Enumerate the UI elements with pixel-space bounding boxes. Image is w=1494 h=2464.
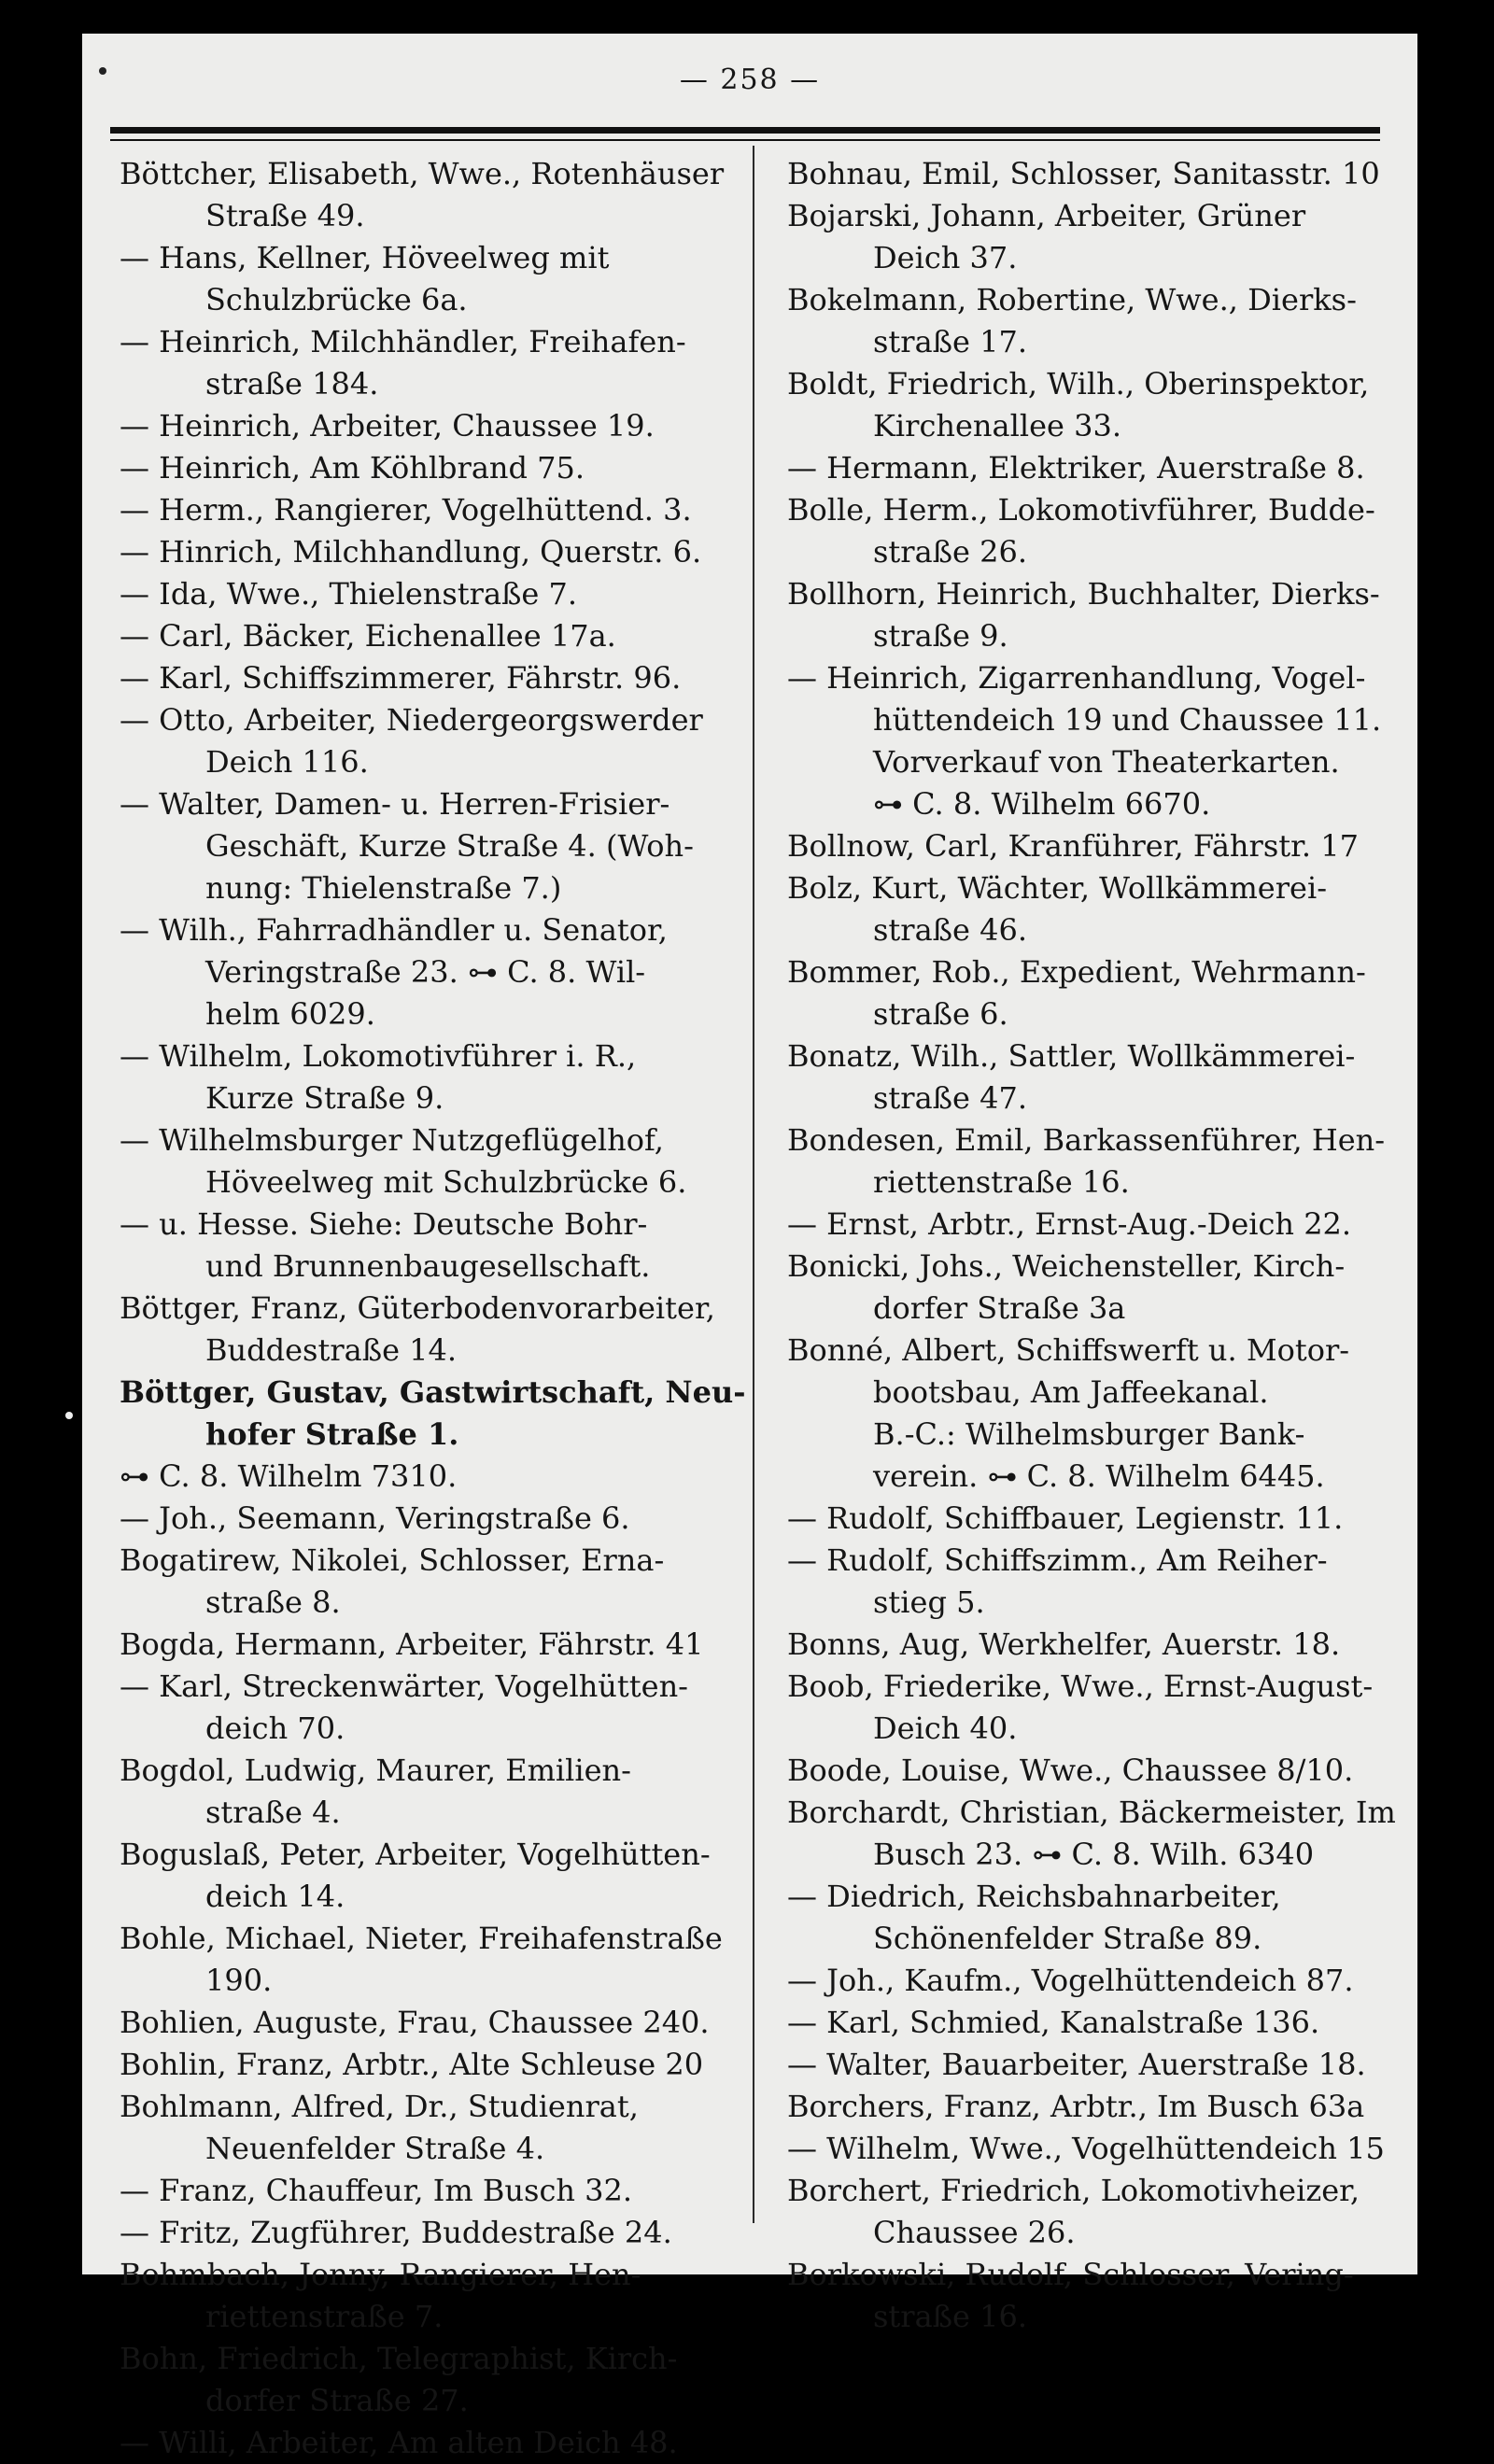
- entry-continuation: straße 47.: [873, 1080, 1028, 1116]
- directory-entry: [120, 2086, 717, 2170]
- directory-entry: [120, 1119, 717, 1204]
- entry-line: — Walter, Bauarbeiter, Auerstraße 18.: [787, 2047, 1366, 2082]
- header-rule: [110, 127, 1380, 134]
- entry-line: — Carl, Bäcker, Eichenallee 17a.: [120, 618, 616, 654]
- entry-line: Bohlin, Franz, Arbtr., Alte Schleuse 20: [120, 2047, 704, 2082]
- entry-line: Bogdol, Ludwig, Maurer, Emilien-: [120, 1753, 631, 1788]
- directory-entry: [120, 2212, 717, 2254]
- directory-entry: [787, 867, 1385, 951]
- entry-line: — Karl, Streckenwärter, Vogelhütten-: [120, 1668, 688, 1704]
- directory-entry: [120, 1288, 717, 1372]
- entry-continuation: Schönenfelder Straße 89.: [873, 1921, 1262, 1956]
- entry-line: Boldt, Friedrich, Wilh., Oberinspektor,: [787, 366, 1370, 401]
- directory-entry: [787, 2254, 1385, 2338]
- entry-line: Bohnau, Emil, Schlosser, Sanitasstr. 10: [787, 156, 1380, 191]
- entry-line: Borkowski, Rudolf, Schlosser, Vering-: [787, 2257, 1354, 2292]
- entry-continuation: straße 6.: [873, 996, 1008, 1032]
- directory-entry: [787, 2086, 1385, 2128]
- entry-line: Bonatz, Wilh., Sattler, Wollkämmerei-: [787, 1038, 1356, 1074]
- directory-entry: [787, 1960, 1385, 2002]
- entry-line: ⊶ C. 8. Wilhelm 7310.: [120, 1458, 458, 1494]
- entry-continuation: straße 46.: [873, 912, 1028, 948]
- directory-entry: [787, 573, 1385, 657]
- directory-entry: [120, 2044, 717, 2086]
- entry-line: Böttger, Gustav, Gastwirtschaft, Neu-: [120, 1374, 746, 1410]
- entry-line: — Wilhelm, Lokomotivführer i. R.,: [120, 1038, 637, 1074]
- directory-entry: [787, 1204, 1385, 1246]
- entry-line: Borchers, Franz, Arbtr., Im Busch 63a: [787, 2089, 1365, 2124]
- directory-entry: [120, 237, 717, 321]
- directory-entry: [120, 1456, 717, 1498]
- entry-line: — Karl, Schiffszimmerer, Fährstr. 96.: [120, 660, 682, 696]
- entry-continuation: Höveelweg mit Schulzbrücke 6.: [205, 1164, 687, 1200]
- entry-line: Bollhorn, Heinrich, Buchhalter, Dierks-: [787, 576, 1380, 612]
- directory-entry: [120, 405, 717, 447]
- directory-entry: [120, 573, 717, 615]
- entry-line: — Heinrich, Zigarrenhandlung, Vogel-: [787, 660, 1366, 696]
- directory-entry: [787, 1540, 1385, 1624]
- entry-line: — Fritz, Zugführer, Buddestraße 24.: [120, 2215, 672, 2250]
- entry-line: Bojarski, Johann, Arbeiter, Grüner: [787, 198, 1306, 233]
- entry-line: — Hans, Kellner, Höveelweg mit: [120, 240, 610, 275]
- directory-entry: [120, 153, 725, 237]
- entry-line: — Heinrich, Arbeiter, Chaussee 19.: [120, 408, 655, 444]
- entry-continuation: Geschäft, Kurze Straße 4. (Woh-: [205, 828, 694, 864]
- directory-entry: [787, 447, 1385, 489]
- directory-entry: [120, 1540, 717, 1624]
- directory-entry: [120, 2170, 717, 2212]
- directory-entry: [787, 1876, 1385, 1960]
- entry-line: — Franz, Chauffeur, Im Busch 32.: [120, 2173, 633, 2208]
- entry-line: — Heinrich, Am Köhlbrand 75.: [120, 450, 585, 486]
- entry-continuation: Kirchenallee 33.: [873, 408, 1121, 444]
- directory-entry: [120, 489, 717, 531]
- entry-continuation: deich 70.: [205, 1711, 345, 1746]
- entry-line: — Hermann, Elektriker, Auerstraße 8.: [787, 450, 1365, 486]
- entry-continuation: straße 8.: [205, 1584, 341, 1620]
- directory-entry: [120, 1035, 717, 1119]
- entry-line: — Joh., Seemann, Veringstraße 6.: [120, 1500, 630, 1536]
- directory-entry: [120, 615, 717, 657]
- column-divider: [753, 146, 754, 2223]
- left-column: [120, 153, 746, 2464]
- entry-continuation: und Brunnenbaugesellschaft.: [205, 1248, 651, 1284]
- entry-continuation: straße 16.: [873, 2299, 1028, 2334]
- entry-line: — Wilh., Fahrradhändler u. Senator,: [120, 912, 668, 948]
- directory-entry: [120, 447, 717, 489]
- directory-entry: [787, 2002, 1385, 2044]
- directory-entry: [120, 531, 717, 573]
- right-column: [787, 153, 1396, 2338]
- entry-line: Böttger, Franz, Güterbodenvorarbeiter,: [120, 1290, 715, 1326]
- entry-line: — Herm., Rangierer, Vogelhüttend. 3.: [120, 492, 692, 528]
- directory-entry: [120, 2254, 717, 2338]
- entry-line: Boguslaß, Peter, Arbeiter, Vogelhütten-: [120, 1837, 711, 1872]
- ink-speck: [65, 1412, 73, 1419]
- directory-entry: [787, 657, 1385, 825]
- entry-line: — Wilhelm, Wwe., Vogelhüttendeich 15: [787, 2131, 1385, 2166]
- entry-continuation: verein. ⊶ C. 8. Wilhelm 6445.: [873, 1458, 1325, 1494]
- entry-continuation: straße 17.: [873, 324, 1028, 359]
- entry-line: — Otto, Arbeiter, Niedergeorgswerder: [120, 702, 703, 738]
- entry-line: Bolz, Kurt, Wächter, Wollkämmerei-: [787, 870, 1327, 906]
- entry-continuation: deich 14.: [205, 1879, 345, 1914]
- entry-continuation: Buddestraße 14.: [205, 1332, 458, 1368]
- directory-entry: [787, 363, 1385, 447]
- entry-continuation: ⊶ C. 8. Wilhelm 6670.: [873, 786, 1211, 822]
- entry-line: — u. Hesse. Siehe: Deutsche Bohr-: [120, 1206, 648, 1242]
- entry-continuation: B.-C.: Wilhelmsburger Bank-: [873, 1416, 1305, 1452]
- directory-entry: [120, 783, 717, 909]
- entry-line: Bogda, Hermann, Arbeiter, Fährstr. 41: [120, 1626, 704, 1662]
- directory-entry: [787, 2044, 1385, 2086]
- page-number: — 258 —: [679, 63, 821, 96]
- entry-line: — Rudolf, Schiffbauer, Legienstr. 11.: [787, 1500, 1344, 1536]
- directory-entry: [787, 1750, 1385, 1792]
- entry-continuation: straße 26.: [873, 534, 1028, 570]
- entry-line: Bohle, Michael, Nieter, Freihafenstraße: [120, 1921, 723, 1956]
- entry-line: — Joh., Kaufm., Vogelhüttendeich 87.: [787, 1963, 1354, 1998]
- directory-entry: [787, 825, 1385, 867]
- directory-entry: [120, 1666, 717, 1750]
- entry-line: Boode, Louise, Wwe., Chaussee 8/10.: [787, 1753, 1354, 1788]
- directory-entry: [120, 1750, 717, 1834]
- entry-line: Bollnow, Carl, Kranführer, Fährstr. 17: [787, 828, 1359, 864]
- entry-continuation: straße 184.: [205, 366, 379, 401]
- entry-continuation: Deich 116.: [205, 744, 369, 780]
- directory-entry: [787, 1246, 1385, 1330]
- directory-entry: [787, 2170, 1385, 2254]
- entry-continuation: Chaussee 26.: [873, 2215, 1076, 2250]
- entry-line: — Wilhelmsburger Nutzgeflügelhof,: [120, 1122, 664, 1158]
- entry-continuation: nung: Thielenstraße 7.): [205, 870, 562, 906]
- directory-entry: [787, 489, 1385, 573]
- directory-page: [82, 34, 1417, 2460]
- entry-continuation: dorfer Straße 27.: [205, 2383, 469, 2418]
- directory-entry: [120, 1834, 717, 1918]
- entry-line: Borchert, Friedrich, Lokomotivheizer,: [787, 2173, 1360, 2208]
- directory-entry: [120, 1624, 717, 1666]
- entry-continuation: dorfer Straße 3a: [873, 1290, 1126, 1326]
- entry-line: Bohmbach, Jonny, Rangierer, Hen-: [120, 2257, 641, 2292]
- entry-line: — Diedrich, Reichsbahnarbeiter,: [787, 1879, 1281, 1914]
- directory-entry: [787, 951, 1385, 1035]
- directory-entry: [120, 2338, 717, 2422]
- entry-line: — Ernst, Arbtr., Ernst-Aug.-Deich 22.: [787, 1206, 1352, 1242]
- entry-line: Bondesen, Emil, Barkassenführer, Hen-: [787, 1122, 1386, 1158]
- directory-entry: [787, 1498, 1385, 1540]
- entry-line: Bohlmann, Alfred, Dr., Studienrat,: [120, 2089, 639, 2124]
- entry-continuation: hofer Straße 1.: [205, 1416, 459, 1452]
- directory-entry: [120, 1498, 717, 1540]
- directory-entry: [120, 2422, 717, 2464]
- entry-continuation: helm 6029.: [205, 996, 375, 1032]
- entry-line: Bokelmann, Robertine, Wwe., Dierks-: [787, 282, 1357, 317]
- entry-continuation: riettenstraße 16.: [873, 1164, 1130, 1200]
- entry-continuation: Deich 40.: [873, 1711, 1018, 1746]
- directory-entry: [120, 909, 717, 1035]
- directory-entry: [787, 279, 1385, 363]
- entry-line: Boob, Friederike, Wwe., Ernst-August-: [787, 1668, 1374, 1704]
- directory-entry: [787, 153, 1385, 195]
- entry-line: — Ida, Wwe., Thielenstraße 7.: [120, 576, 578, 612]
- entry-line: Bonné, Albert, Schiffswerft u. Motor-: [787, 1332, 1350, 1368]
- entry-continuation: Straße 49.: [205, 198, 365, 233]
- entry-line: Bonicki, Johs., Weichensteller, Kirch-: [787, 1248, 1346, 1284]
- entry-continuation: straße 4.: [205, 1795, 341, 1830]
- entry-continuation: Vorverkauf von Theaterkarten.: [873, 744, 1340, 780]
- entry-line: Bolle, Herm., Lokomotivführer, Budde-: [787, 492, 1375, 528]
- entry-line: Bommer, Rob., Expedient, Wehrmann-: [787, 954, 1366, 990]
- directory-entry: [120, 657, 717, 699]
- entry-line: — Willi, Arbeiter, Am alten Deich 48.: [120, 2425, 678, 2460]
- directory-entry: [787, 1035, 1385, 1119]
- entry-continuation: Kurze Straße 9.: [205, 1080, 444, 1116]
- entry-line: Bogatirew, Nikolei, Schlosser, Erna-: [120, 1542, 665, 1578]
- entry-line: — Heinrich, Milchhändler, Freihafen-: [120, 324, 686, 359]
- directory-entry: [787, 1666, 1385, 1750]
- entry-continuation: riettenstraße 7.: [205, 2299, 444, 2334]
- entry-continuation: straße 9.: [873, 618, 1008, 654]
- directory-entry: [120, 2002, 717, 2044]
- directory-entry: [787, 2128, 1385, 2170]
- entry-line: — Hinrich, Milchhandlung, Querstr. 6.: [120, 534, 702, 570]
- header-rule-thin: [110, 139, 1380, 141]
- entry-continuation: bootsbau, Am Jaffeekanal.: [873, 1374, 1269, 1410]
- directory-entry: [120, 699, 717, 783]
- entry-line: Bohlien, Auguste, Frau, Chaussee 240.: [120, 2005, 710, 2040]
- entry-line: Böttcher, Elisabeth, Wwe., Rotenhäuser: [120, 156, 725, 191]
- directory-entry: [787, 195, 1385, 279]
- entry-continuation: 190.: [205, 1963, 273, 1998]
- entry-continuation: Deich 37.: [873, 240, 1018, 275]
- directory-entry: [120, 1372, 746, 1456]
- directory-entry: [787, 1792, 1396, 1876]
- directory-entry: [787, 1119, 1385, 1204]
- entry-line: — Rudolf, Schiffszimm., Am Reiher-: [787, 1542, 1328, 1578]
- entry-line: Bonns, Aug, Werkhelfer, Auerstr. 18.: [787, 1626, 1341, 1662]
- entry-line: Bohn, Friedrich, Telegraphist, Kirch-: [120, 2341, 678, 2376]
- directory-entry: [120, 321, 717, 405]
- entry-continuation: stieg 5.: [873, 1584, 985, 1620]
- directory-entry: [787, 1624, 1385, 1666]
- entry-continuation: Veringstraße 23. ⊶ C. 8. Wil-: [205, 954, 646, 990]
- entry-line: Borchardt, Christian, Bäckermeister, Im: [787, 1795, 1396, 1830]
- entry-line: — Walter, Damen- u. Herren-Frisier-: [120, 786, 670, 822]
- directory-entry: [120, 1204, 717, 1288]
- entry-continuation: Busch 23. ⊶ C. 8. Wilh. 6340: [873, 1837, 1315, 1872]
- entry-continuation: hüttendeich 19 und Chaussee 11.: [873, 702, 1382, 738]
- entry-continuation: Neuenfelder Straße 4.: [205, 2131, 545, 2166]
- directory-entry: [787, 1330, 1385, 1498]
- entry-continuation: Schulzbrücke 6a.: [205, 282, 468, 317]
- entry-line: — Karl, Schmied, Kanalstraße 136.: [787, 2005, 1320, 2040]
- directory-entry: [120, 1918, 723, 2002]
